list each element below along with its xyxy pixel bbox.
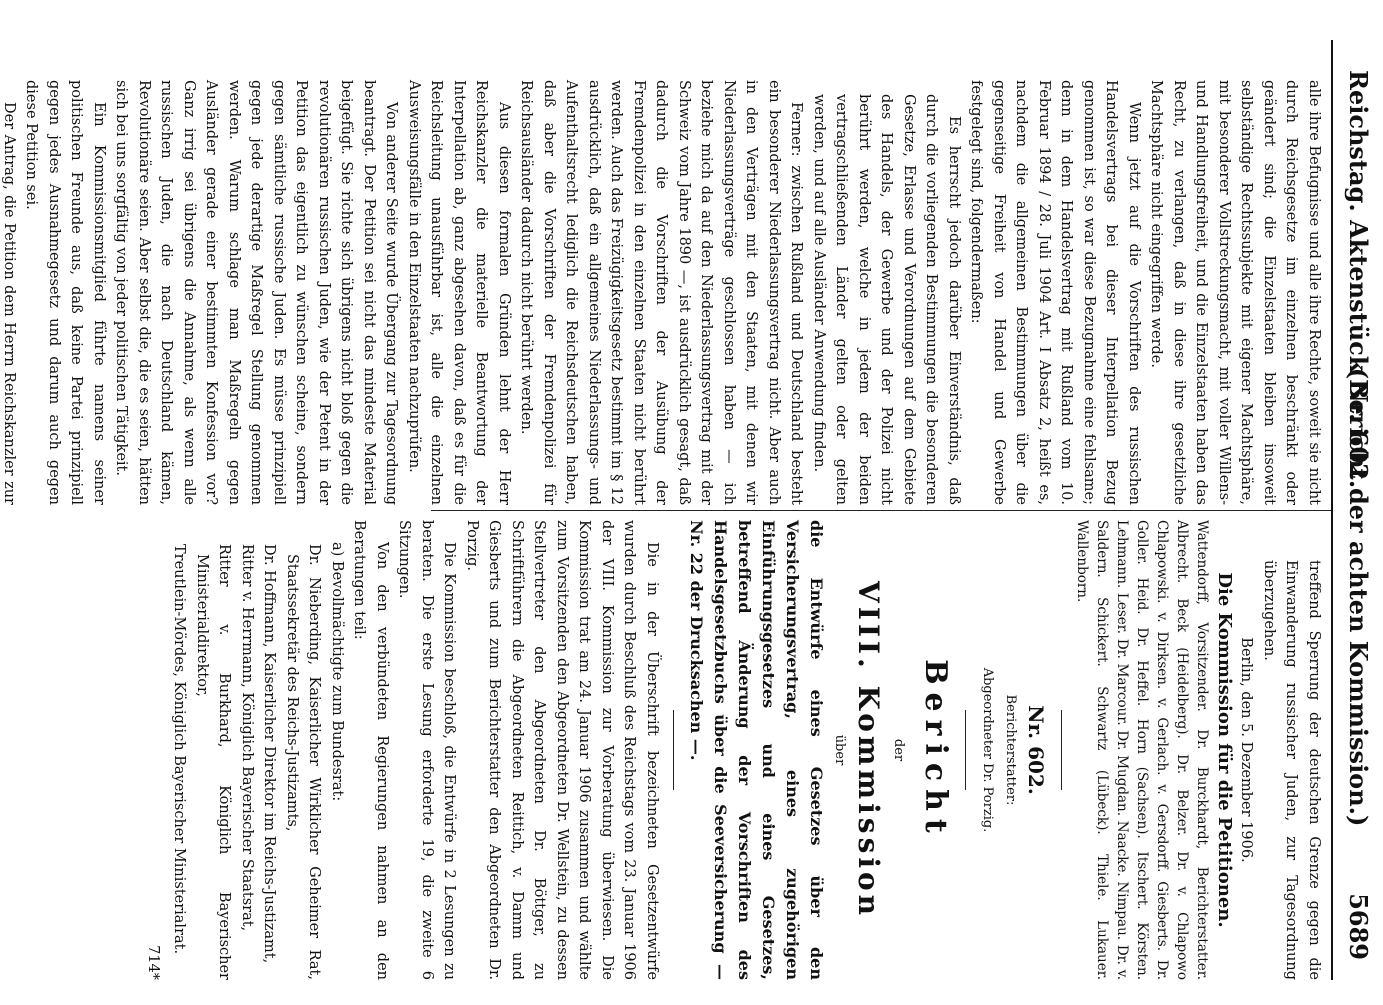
bericht-heading: Bericht (918, 659, 953, 841)
header-title: (Bericht der achten Kommission.) (1344, 367, 1373, 827)
berichterstatter-label: Berichterstatter: (1003, 694, 1018, 806)
date-line: Berlin, den 5. Dezember 1906. (1238, 637, 1255, 863)
paragraph: Wenn jetzt auf die Vorschriften des russischen Handelsvertrags bei dieser Interpellation Bezug genommen ist, so war diese Bezugnahme eine fehlsame; denn in dem Handelsvertrag mit Rußland vom 10. Februar 1894 / 28. Juli 1904 Art. I Absatz 2, heißt es, nachdem die allgemeinen Bestimmungen über die gegenseitige Freiheit von Handel und Gewerbe festgelegt sind, folgendermaßen: (968, 80, 1142, 505)
signature-mark: 714* (145, 945, 161, 980)
commission-title: Die Kommission für die Petitionen. (1214, 572, 1235, 928)
paragraph: Von anderer Seite wurde Übergang zur Tagesordnung beantragt. Der Petition sei nicht das mindeste Material beigefügt. Sie richte sich übrigens nicht bloß gegen die revolutionären russischen Juden, wie der Petent in der Petition das eigentlich zu wünschen scheine, sondern gegen sämtliche russische Juden. Es müsse prinzipiell gegen jede derartige Maßregel Stellung genommen werden. Warum schlage man Maßregeln gegen Ausländer gerade einer bestimmten Konfession vor? Ganz irrig sei übrigens die Annahme, als wenn alle russischen Juden, die nach Deutschland kämen, Revolutionäre seien. Aber selbst die, die es seien, hätten sich bei uns sorgfältig von jeder politischen Tätigkeit. (113, 80, 400, 505)
list-item: Dr. Nieberding, Kaiserlicher Wirklicher Geheimer Rat, Staatssekretär des Reichs-Justizamts, (284, 544, 323, 980)
list-item: Ritter v. Herrmann, Königlich Bayerischer Staatsrat, (239, 544, 255, 932)
separator-rule (673, 710, 674, 790)
paragraph: Ferner: zwischen Rußland und Deutschland besteht ein besonderer Niederlassungsvertrag nicht. Aber auch in den Verträgen mit den Staaten, mit denen wir Niederlassungsverträge geschlossen haben — ich beziehe mich da auf den Niederlassungsvertrag mit der Schweiz vom Jahre 1890 —, ist ausdrücklich gesagt, daß dadurch die Vorschriften der Ausübung der Fremdenpolizei in den einzelnen Staaten nicht berührt werden. Auch das Freizügigkeitsgesetz bestimmt im § 12 ausdrücklich, daß ein allgemeines Niederlassungs- und Aufenthaltsrecht lediglich die Reichsdeutschen haben, daß aber die Vorschriften der Fremdenpolizei für Reichsausländer dadurch nicht berührt werden. (518, 80, 805, 505)
page-header (1337, 40, 1375, 980)
berichterstatter-name: Abgeordneter Dr. Porzig. (980, 667, 996, 833)
column-divider (431, 510, 1331, 511)
header-rule (1331, 40, 1333, 980)
paragraph: Der Antrag, die Petition dem Herrn Reichskanzler zur (1, 102, 17, 505)
list-item: Ritter v. Burkhard, Königlich Bayerischer Ministerialdirektor, (194, 544, 233, 980)
list-item: Treutlein-Mördes, Königlich Bayerischer Ministerialrat. (171, 544, 188, 955)
paragraph: Die in der Überschrift bezeichneten Gesetzentwürfe wurden durch Beschluß des Reichstags vom 23. Januar 1906 der VIII. Kommission zur Vorberatung überwiesen. Die Kommission trat am 24. Januar 1906 zusammen und wählte zum Vorsitzenden den Abgeordneten Dr. Wellstein, zu dessen Stellvertreter den Abgeordneten Dr. Böttger, zu Schriftführern die Abgeordneten Reittich, v. Damm und Giesberts und zum Berichterstatter den Abgeordneten Dr. Porzig. (464, 520, 660, 980)
intro-text: treffend Sperrung der deutschen Grenze gegen die Einwanderung russischer Juden, zur Tagesordnung überzugehen. (1261, 560, 1322, 980)
quote-paragraph: Es herrscht jedoch darüber Einverständnis, daß durch die vorliegenden Bestimmungen die besonderen Gesetze, Erlasse und Verordnungen auf dem Gebiete des Handels, der Gewerbe und der Polizei nicht berührt werden, welche in jedem der beiden vertragschließenden Länder gelten oder gelten werden, und auf alle Ausländer Anwendung finden. (811, 94, 962, 505)
paragraph: Von den verbündeten Regierungen nahmen an den Beratungen teil: (351, 520, 390, 980)
left-column (0, 80, 1325, 505)
separator-rule (1062, 710, 1063, 790)
right-column (142, 520, 1326, 980)
sub-heading: a) Bevollmächtigte zum Bundesrat: (329, 542, 345, 802)
member-list: Wattendorff, Vorsitzender. Dr. Burckhardt, Berichterstatter. Albrecht. Beck (Heidelberg). Dr. Belzer. Dr. v. Chlapowo Chlapowski. v. Dirksen. v. Gerlach. v. Gersdorff. Giesberts. Dr. Goller. Heid. Dr. Heffel. Horn (Sachsen). Itschert. Körsten. Lehmann. Leser. Dr. Marcour. Dr. Mugdan. Naacke. Nimpau. Dr. v. Saldern. Schickert. Schwartz (Lübeck). Thiele. Lukauer. Wallenborn. (1074, 520, 1211, 980)
paragraph: Ein Kommissionsmitglied führte namens seiner politischen Freunde aus, daß keine Partei prinzipiell gegen jedes Ausnahmegesetz und darum auch gegen diese Petition sei. (23, 80, 107, 505)
header-right (1344, 368, 1373, 960)
list-item: Dr. Hoffmann, Kaiserlicher Direktor im Reichs-Justizamt, (261, 544, 278, 964)
subject-text: die Entwürfe eines Gesetzes über den Versicherungsvertrag, eines zugehörigen Einführungsgesetzes und eines Gesetzes, betreffend Änderung der Vorschriften des Handelsgesetzbuchs über die Seeversicherung — Nr. 22 der Drucksachen —. (687, 520, 826, 980)
page-number: 5689 (1344, 893, 1373, 960)
separator-rule (965, 710, 966, 790)
paragraph: Aus diesen formalen Gründen lehnt der Herr Reichskanzler die materielle Beantwortung der Interpellation ab, ganz abgesehen davon, daß es für die Reichsleitung unausführbar ist, alle die einzelnen Ausweisungsfälle in den Einzelstaaten nachzuprüfen. (406, 80, 512, 505)
kommission-heading: VIII. Kommission (852, 581, 886, 919)
header-left: Reichstag. Aktenstück Nr. 602. (1344, 70, 1373, 489)
ueber-word: über (832, 734, 848, 766)
paragraph: alle ihre Befugnisse und alle ihre Rechte, soweit sie nicht durch Reichsgesetze im einzelnen beschränkt oder geändert sind; die Einzelstaaten bleiben insoweit selbständige Rechtssubjekte mit eigener Machtsphäre, mit besonderer Vollstreckungsmacht, mit voller Willens- und Handlungsfreiheit, und die Einzelstaaten haben das Recht, zu verlangen, daß in diese ihre gesetzliche Machtsphäre nicht eingegriffen werde. (1148, 80, 1322, 505)
document-number: Nr. 602. (1024, 705, 1049, 795)
paragraph: Die Kommission beschloß, die Entwürfe in 2 Lesungen zu beraten. Die erste Lesung erforderte 19, die zweite 6 Sitzungen. (396, 520, 458, 980)
der-word: der (891, 738, 906, 762)
